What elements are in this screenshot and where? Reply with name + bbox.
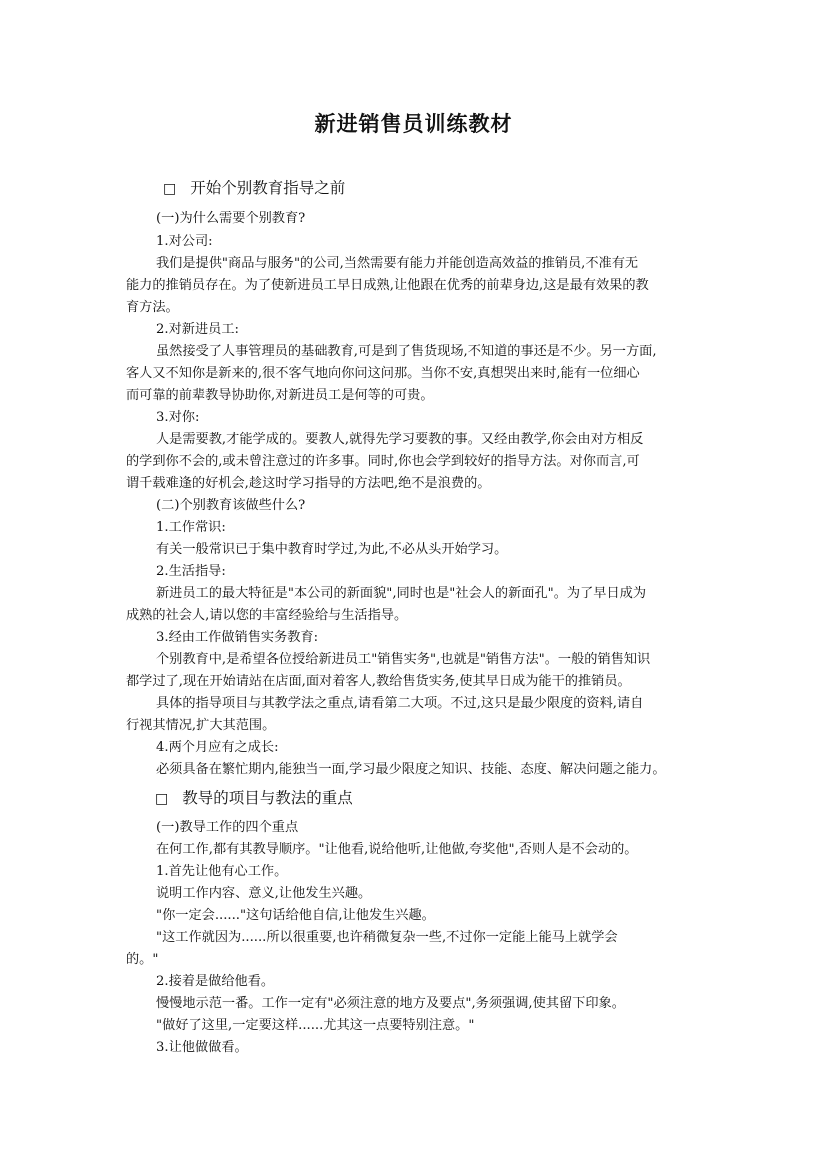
text-line: 能力的推销员存在。为了使新进员工早日成熟,让他跟在优秀的前辈身边,这是最有效果的教 (126, 278, 649, 293)
text-line: 有关一般常识已于集中教育时学过,为此,不必从头开始学习。 (156, 542, 508, 557)
text-line: 而可靠的前辈教导协助你,对新进员工是何等的可贵。 (126, 388, 434, 403)
text-line: 人是需要教,才能学成的。要教人,就得先学习要教的事。又经由教学,你会由对方相反 (156, 432, 644, 447)
text-line: 3.让他做做看。 (156, 1040, 248, 1055)
text-line: 行视其情况,扩大其范围。 (126, 718, 276, 733)
text-line: 客人又不知你是新来的,很不客气地向你问这问那。当你不安,真想哭出来时,能有一位细心 (126, 366, 640, 381)
section-heading-1 (163, 176, 345, 198)
text-line: 说明工作内容、意义,让他发生兴趣。 (156, 886, 372, 901)
checkbox-icon: □ (155, 791, 169, 807)
text-line: 2.对新进员工: (156, 322, 239, 337)
text-line: 育方法。 (126, 300, 179, 315)
text-line: 2.接着是做给他看。 (156, 974, 275, 989)
text-line: 在何工作,都有其教导顺序。"让他看,说给他听,让他做,夸奖他",否则人是不会动的。 (156, 842, 638, 857)
text-line: 1.对公司: (156, 234, 213, 249)
text-line: 3.对你: (156, 410, 200, 425)
text-line: "做好了这里,一定要这样......尤其这一点要特别注意。" (156, 1018, 475, 1033)
text-line: 的学到你不会的,或未曾注意过的许多事。同时,你也会学到较好的指导方法。对你而言,可 (126, 454, 640, 469)
text-line: 1.工作常识: (156, 520, 226, 535)
text-line: 都学过了,现在开始请站在店面,面对着客人,教给售货实务,使其早日成为能干的推销员。 (126, 674, 631, 689)
text-line: 1.首先让他有心工作。 (156, 864, 288, 879)
text-line: 慢慢地示范一番。工作一定有"必须注意的地方及要点",务须强调,使其留下印象。 (156, 996, 625, 1011)
text-line: 个别教育中,是希望各位授给新进员工"销售实务",也就是"销售方法"。一般的销售知识 (156, 652, 651, 667)
section-heading-2 (155, 786, 353, 808)
text-line: "这工作就因为......所以很重要,也许稍微复杂一些,不过你一定能上能马上就学会 (156, 930, 618, 945)
text-line: 谓千载难逢的好机会,趁这时学习指导的方法吧,绝不是浪费的。 (126, 476, 491, 491)
text-line: 新进员工的最大特征是"本公司的新面貌",同时也是"社会人的新面孔"。为了早日成为 (156, 586, 647, 601)
text-line: 的。" (126, 952, 159, 967)
text-line: 我们是提供"商品与服务"的公司,当然需要有能力并能创造高效益的推销员,不准有无 (156, 256, 639, 271)
text-line: (二)个别教育该做些什么? (156, 498, 306, 513)
section-heading-text: 教导的项目与教法的重点 (182, 789, 353, 807)
text-line: 虽然接受了人事管理员的基础教育,可是到了售货现场,不知道的事还是不少。另一方面, (156, 344, 657, 359)
text-line: 3.经由工作做销售实务教育: (156, 630, 319, 645)
text-line: 必须具备在繁忙期内,能独当一面,学习最少限度之知识、技能、态度、解决问题之能力。 (156, 762, 666, 777)
document-title: 新进销售员训练教材 (314, 112, 513, 136)
text-line: 成熟的社会人,请以您的丰富经验给与生活指导。 (126, 608, 408, 623)
text-line: "你一定会......"这句话给他自信,让他发生兴趣。 (156, 908, 435, 923)
text-line: 2.生活指导: (156, 564, 226, 579)
text-line: (一)教导工作的四个重点 (156, 820, 299, 835)
section-heading-text: 开始个别教育指导之前 (190, 179, 346, 197)
text-line: 4.两个月应有之成长: (156, 740, 279, 755)
text-line: 具体的指导项目与其教学法之重点,请看第二大项。不过,这只是最少限度的资料,请自 (156, 696, 644, 711)
text-line: (一)为什么需要个别教育? (156, 211, 306, 226)
checkbox-icon: □ (163, 181, 177, 197)
